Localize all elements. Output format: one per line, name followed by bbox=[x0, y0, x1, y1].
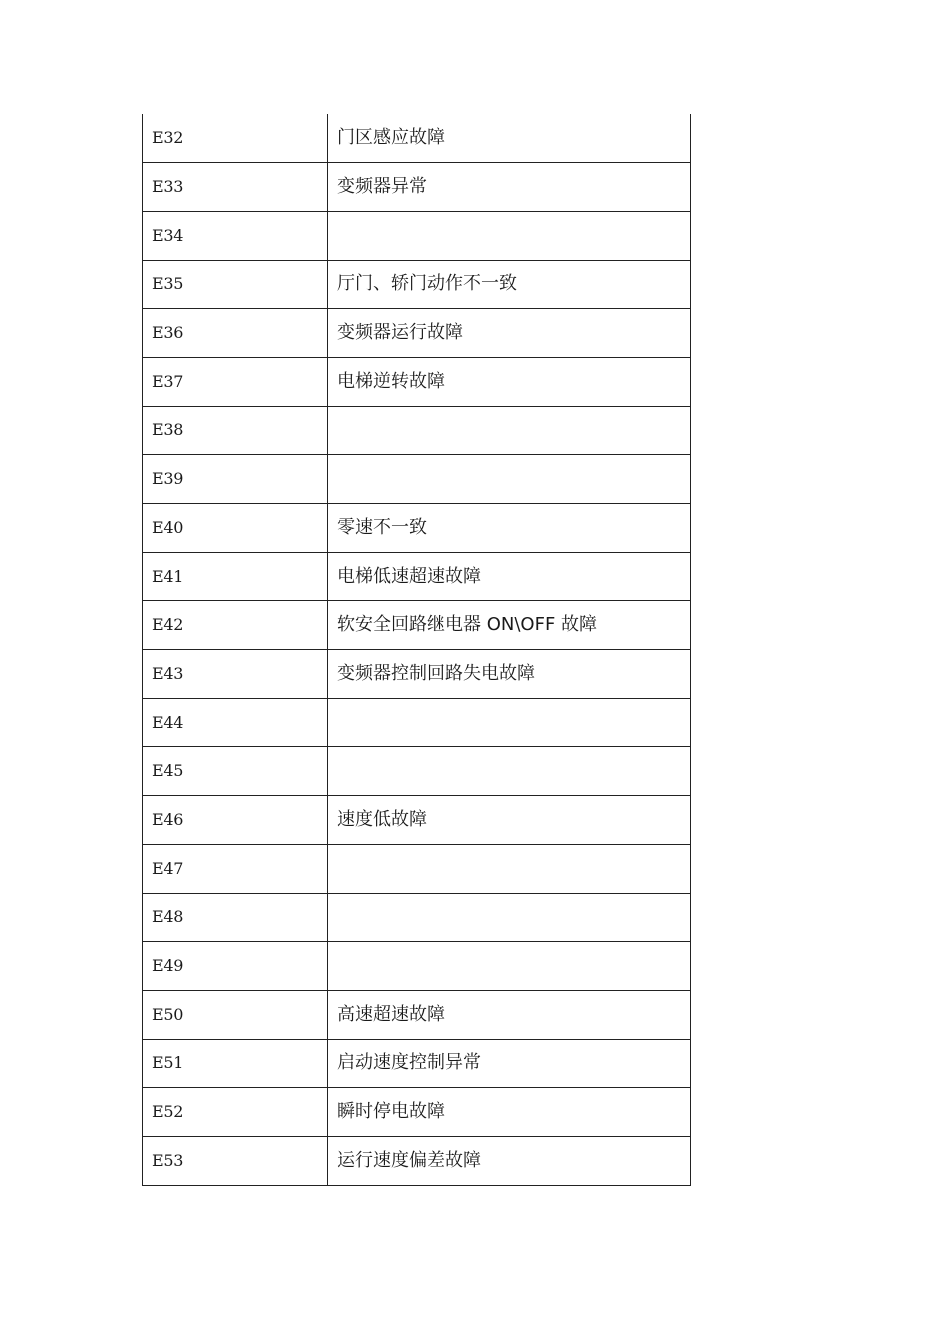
fault-description-cell bbox=[328, 455, 691, 504]
fault-code-cell: E49 bbox=[143, 942, 328, 991]
table-row bbox=[143, 357, 691, 406]
fault-description-cell: 高速超速故障 bbox=[328, 990, 691, 1039]
table-row bbox=[143, 601, 691, 650]
fault-description-cell: 速度低故障 bbox=[328, 796, 691, 845]
fault-code-cell: E33 bbox=[143, 163, 328, 212]
table-row bbox=[143, 747, 691, 796]
table-row bbox=[143, 893, 691, 942]
table-row bbox=[143, 942, 691, 991]
fault-description-cell: 运行速度偏差故障 bbox=[328, 1136, 691, 1185]
fault-code-cell: E35 bbox=[143, 260, 328, 309]
fault-code-cell: E48 bbox=[143, 893, 328, 942]
table-row bbox=[143, 114, 691, 163]
fault-code-cell: E32 bbox=[143, 114, 328, 163]
table-row bbox=[143, 211, 691, 260]
fault-description-cell: 瞬时停电故障 bbox=[328, 1088, 691, 1137]
fault-description-cell: 电梯逆转故障 bbox=[328, 357, 691, 406]
fault-code-cell: E34 bbox=[143, 211, 328, 260]
fault-description-cell bbox=[328, 942, 691, 991]
fault-code-cell: E44 bbox=[143, 698, 328, 747]
fault-description-cell bbox=[328, 747, 691, 796]
fault-code-cell: E46 bbox=[143, 796, 328, 845]
fault-description-cell bbox=[328, 698, 691, 747]
table-row bbox=[143, 1039, 691, 1088]
fault-code-cell: E47 bbox=[143, 844, 328, 893]
fault-description-cell: 启动速度控制异常 bbox=[328, 1039, 691, 1088]
fault-code-cell: E51 bbox=[143, 1039, 328, 1088]
fault-description-cell: 软安全回路继电器 ON\OFF 故障 bbox=[328, 601, 691, 650]
fault-description-cell: 门区感应故障 bbox=[328, 114, 691, 163]
table-row bbox=[143, 406, 691, 455]
fault-code-cell: E45 bbox=[143, 747, 328, 796]
fault-code-table bbox=[142, 114, 691, 1186]
fault-code-cell: E50 bbox=[143, 990, 328, 1039]
fault-code-cell: E37 bbox=[143, 357, 328, 406]
fault-code-cell: E42 bbox=[143, 601, 328, 650]
table-row bbox=[143, 163, 691, 212]
table-row bbox=[143, 504, 691, 553]
table-row bbox=[143, 796, 691, 845]
table-row bbox=[143, 1088, 691, 1137]
table-row bbox=[143, 1136, 691, 1185]
fault-code-cell: E53 bbox=[143, 1136, 328, 1185]
fault-code-cell: E36 bbox=[143, 309, 328, 358]
table-row bbox=[143, 698, 691, 747]
fault-code-cell: E43 bbox=[143, 650, 328, 699]
table-row bbox=[143, 990, 691, 1039]
fault-description-cell bbox=[328, 211, 691, 260]
fault-description-cell: 零速不一致 bbox=[328, 504, 691, 553]
fault-description-cell bbox=[328, 406, 691, 455]
fault-code-cell: E52 bbox=[143, 1088, 328, 1137]
fault-description-cell: 厅门、轿门动作不一致 bbox=[328, 260, 691, 309]
fault-code-cell: E41 bbox=[143, 552, 328, 601]
fault-code-cell: E38 bbox=[143, 406, 328, 455]
fault-description-cell: 变频器控制回路失电故障 bbox=[328, 650, 691, 699]
table-row bbox=[143, 844, 691, 893]
table-row bbox=[143, 455, 691, 504]
fault-description-cell bbox=[328, 893, 691, 942]
table-row bbox=[143, 650, 691, 699]
fault-description-cell: 电梯低速超速故障 bbox=[328, 552, 691, 601]
table-row bbox=[143, 260, 691, 309]
fault-description-cell: 变频器异常 bbox=[328, 163, 691, 212]
fault-description-cell: 变频器运行故障 bbox=[328, 309, 691, 358]
fault-code-cell: E39 bbox=[143, 455, 328, 504]
table-row bbox=[143, 309, 691, 358]
table-row bbox=[143, 552, 691, 601]
fault-description-cell bbox=[328, 844, 691, 893]
fault-code-table-body bbox=[143, 114, 691, 1185]
fault-code-cell: E40 bbox=[143, 504, 328, 553]
